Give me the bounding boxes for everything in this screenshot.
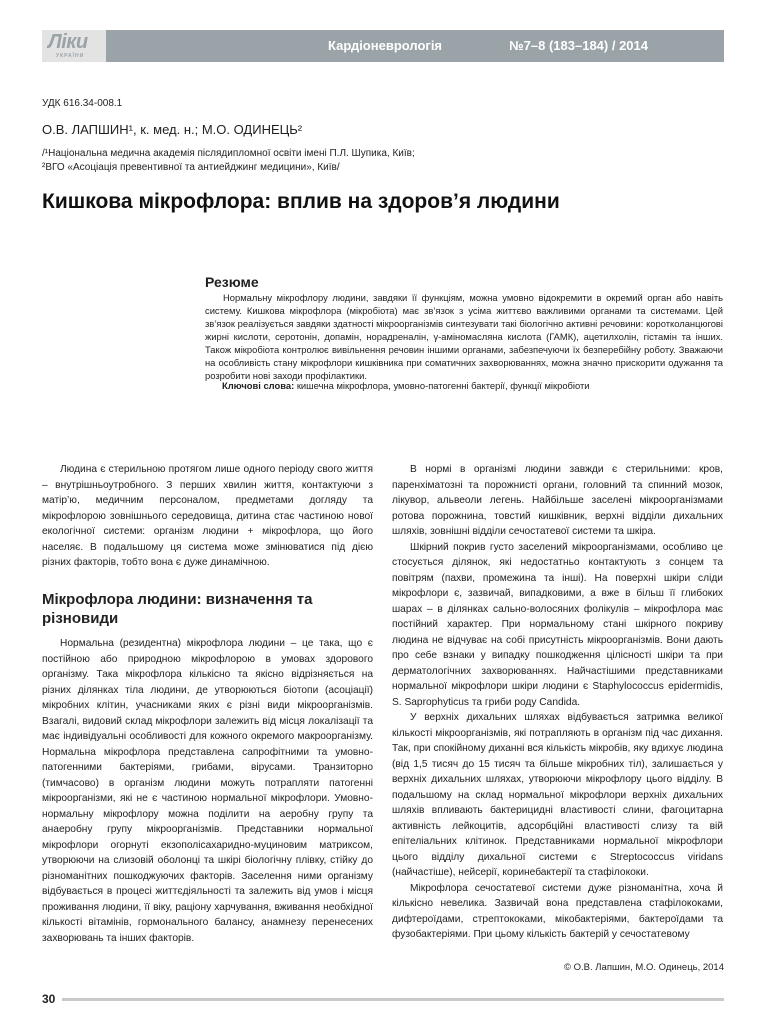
logo-subtext: УКРАЇНИ	[56, 53, 85, 59]
left-column-body	[42, 636, 373, 946]
udc-code: УДК 616.34-008.1	[42, 98, 123, 109]
left-column-intro	[42, 462, 373, 571]
abstract-text: Нормальну мікрофлору людини, завдяки її функціям, можна умовно відокремити в окремий орган або навіть систему. Кишкова мікрофлора (мікробіота) має зв’язок з усіма життєво важливими органами та системами. Цей зв’язок реалізується завдяки здатності мікроорганізмів синтезувати такі біологічно активні речовини: коротколанцюгові жирні кислоти, серотонін, допамін, норадреналін, γ-аміномасляна кислота (ГАМК), ацетилхолін, гістамін та інших. Також мікробіота контролює вивільнення речовин іншими органами, забезпечуючи їх безперебійну роботу. Зважаючи на особливість стану мікрофлори кишківника при соматичних захворюваннях, можна значно прискорити одужання та розробити нові заходи профілактики.	[205, 292, 723, 381]
right-paragraph-4: Мікрофлора сечостатевої системи дуже різноманітна, хоча й кількісно невелика. Зазвичай вона представлена стафілококами, дифтероїдами, стрептококами, мікобактеріями, бактероїдами та фузобактеріями. При цьому кількість бактерій у сечостатевому	[392, 882, 723, 940]
right-paragraph-3: У верхніх дихальних шляхах відбувається затримка великої кількості мікроорганізмів, які потрапляють в організм під час дихання. Так, при спокійному диханні вся кількість мікробів, яку вдихує людина (від 1,5 тисяч до 15 тисяч та більше мікробних тіл), залишається у верхніх дихальних шляхах, утворюючи мікрофлору цього відділу. В подальшому на склад нормальної мікрофлори верхніх дихальних шляхів впливають бактерицидні властивості слини, фагоцитарна активність лейкоцитів, адсорбційні властивості слизу та вій епітеліальних клітинок. Представниками нормальної мікрофлори цього відділу дихальної системи є Streptococcus viridans (найчастіше), нейсерії, коринебактерії та стафілококи.	[392, 712, 723, 878]
right-column	[392, 462, 723, 943]
right-paragraph-1: В нормі в організмі людини завжди є стерильними: кров, паренхіматозні та порожнисті органи, головний та спинний мозок, лікувор, альвеоли легень. Найбільше заселені мікроорганізмами ротова порожнина, товстий кишківник, верхні відділи дихальних шляхів, зовнішні відділи сечостатевої системи та шкіра.	[392, 464, 723, 537]
journal-header	[42, 30, 724, 62]
section-heading: Мікрофлора людини: визначення та різновиди	[42, 591, 313, 627]
left-paragraph-1: Людина є стерильною протягом лише одного періоду свого життя – внутрішньоутробного. З перших хвилин життя, контактуючи з матір’ю, медичним персоналом, предметами догляду та мікрофлорою зовнішнього середовища, дитина стає частиною нової екологічної системи: організм людини + мікрофлора, що його населяє. В подальшому ця система може змінюватися під дією різних факторів, тобто вона є дуже динамічною.	[42, 464, 373, 568]
right-paragraph-2: Шкірний покрив густо заселений мікроорганізмами, особливо це стосується ділянок, які недостатньо контактують з сонцем та повітрям (пахви, промежина та інші). На поверхні шкіри сліди мікрофлори є, зазвичай, випадковими, а вже в більш її глибоких шарах – в ділянках сально-волосяних фолікулів – мікрофлора має постійний характер. При нормальному стані шкірного покриву людина не відчуває на собі присутність мікроорганізмів. Вони дають про себе взнаки у випадку пошкодження цілісності шкіри та при дерматологічних захворюваннях. Найчастішими представниками нормальної мікрофлори шкіри людини є Staphylococcus epidermidis, S. Saprophyticus та гриби роду Candida.	[392, 541, 723, 708]
article-title: Кишкова мікрофлора: вплив на здоров’я людини	[42, 190, 560, 213]
abstract-block	[205, 291, 723, 382]
copyright-note: © О.В. Лапшин, М.О. Одинець, 2014	[564, 962, 724, 973]
keywords-label: Ключові слова:	[222, 380, 295, 391]
issue-number: №7–8 (183–184) / 2014	[509, 38, 648, 53]
footer-divider	[62, 998, 724, 1001]
section-name: Кардіоневрологія	[328, 38, 443, 53]
abstract-heading: Резюме	[205, 274, 259, 290]
authors-line: О.В. ЛАПШИН¹, к. мед. н.; М.О. ОДИНЕЦЬ²	[42, 122, 303, 137]
affiliation-1: /¹Національна медична академія післядипломної освіти імені П.Л. Шупика, Київ;	[42, 148, 415, 159]
journal-logo	[42, 30, 106, 62]
page-number: 30	[42, 992, 56, 1006]
keywords	[222, 380, 590, 391]
keywords-text: кишечна мікрофлора, умовно-патогенні бактерії, функції мікробіоти	[294, 380, 590, 391]
affiliation-2: ²ВГО «Асоціація превентивної та антиейджинг медицини», Київ/	[42, 162, 340, 173]
logo-text: Ліки	[48, 31, 88, 53]
left-paragraph-2: Нормальна (резидентна) мікрофлора людини – це така, що є постійною або природною мікрофлорою в умовах здорового організму. Така мікрофлора кількісно та якісно відрізняється на різних ділянках тіла людини, де утворюються біотопи (асоціації) мікробних клітин, учасниками яких є різні види мікроорганізмів. Взагалі, видовий склад мікрофлори залежить від місця локалізації та має індивідуальні особливості для кожного окремого макроорганізму. Нормальна мікрофлора представлена сапрофітними та умовно-патогенними бактеріями, грибами, вірусами. Транзиторно (тимчасово) в організм людини можуть потрапляти патогенні мікроорганізми, які не є частиною нормальної мікрофлори. Умовно-нормальну мікрофлору можна поділити на аеробну групу та анаеробну групу мікроорганізмів. Представники нормальної мікрофлори огорнуті екзополісахаридно-муциновим матриксом, утворюючи на слизовій оболонці та шкірі біологічну плівку, стійку до різноманітних пошкоджуючих факторів. Заселення ними організму відбувається в процесі життєдіяльності та залежить від умов і місця проживання людини, її віку, раціону харчування, вживання необхідної кількості вітамінів, гормонального балансу, анамнезу перенесених захворювань та інших факторів.	[42, 638, 373, 944]
